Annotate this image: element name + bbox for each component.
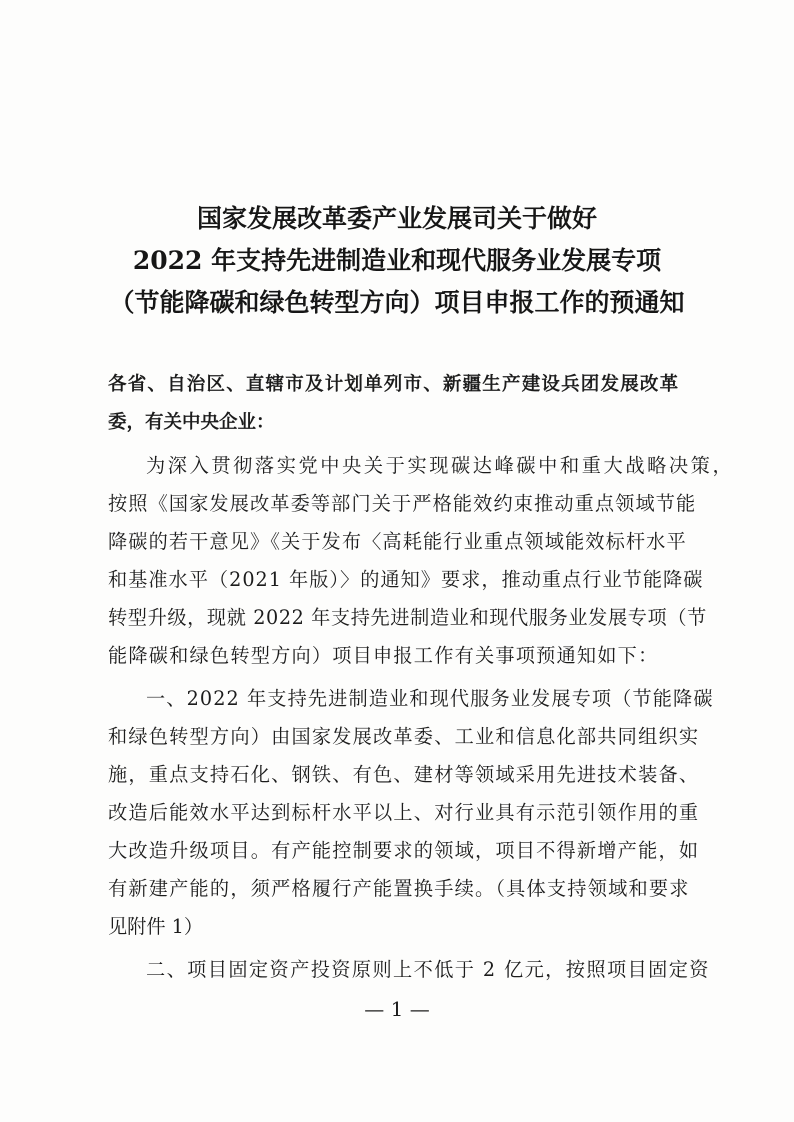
addressee-line-1: 各省、自治区、直辖市及计划单列市、新疆生产建设兵团发展改革 [108, 374, 680, 395]
body-line-8: 和绿色转型方向）由国家发展改革委、工业和信息化部共同组织实 [108, 725, 700, 748]
document-title [60, 198, 734, 324]
body-line-3: 降碳的若干意见》《关于发布〈高耗能行业重点领域能效标杆水平 [108, 530, 687, 553]
addressee-line-2: 委，有关中央企业： [108, 412, 275, 433]
page-number: — 1 — [364, 997, 430, 1021]
body-line-10: 改造后能效水平达到标杆水平以上、对行业具有示范引领作用的重 [108, 801, 700, 824]
body-line-4: 和基准水平（2021 年版）〉的通知》要求，推动重点行业节能降碳 [108, 568, 704, 591]
body-line-14: 二、项目固定资产投资原则上不低于 2 亿元，按照项目固定资 [146, 958, 710, 981]
body-line-12: 有新建产能的，须严格履行产能置换手续。（具体支持领域和要求 [108, 877, 690, 900]
body-line-11: 大改造升级项目。有产能控制要求的领域，项目不得新增产能，如 [108, 839, 700, 862]
title-line-3: （节能降碳和绿色转型方向）项目申报工作的预通知 [109, 288, 685, 317]
body-line-6: 能降碳和绿色转型方向）项目申报工作有关事项预通知如下： [108, 644, 659, 667]
title-line-1: 国家发展改革委产业发展司关于做好 [196, 204, 597, 233]
title-line-2: 2022 年支持先进制造业和现代服务业发展专项 [132, 246, 662, 275]
body-line-5: 转型升级，现就 2022 年支持先进制造业和现代服务业发展专项（节 [108, 606, 707, 629]
body-line-13: 见附件 1） [108, 915, 204, 938]
body-line-2: 按照《国家发展改革委等部门关于严格能效约束推动重点领域节能 [108, 492, 697, 515]
body-line-1: 为深入贯彻落实党中央关于实现碳达峰碳中和重大战略决策， [146, 454, 735, 477]
body-line-7: 一、2022 年支持先进制造业和现代服务业发展专项（节能降碳 [146, 687, 714, 710]
body-line-9: 施，重点支持石化、钢铁、有色、建材等领域采用先进技术装备、 [108, 763, 700, 786]
